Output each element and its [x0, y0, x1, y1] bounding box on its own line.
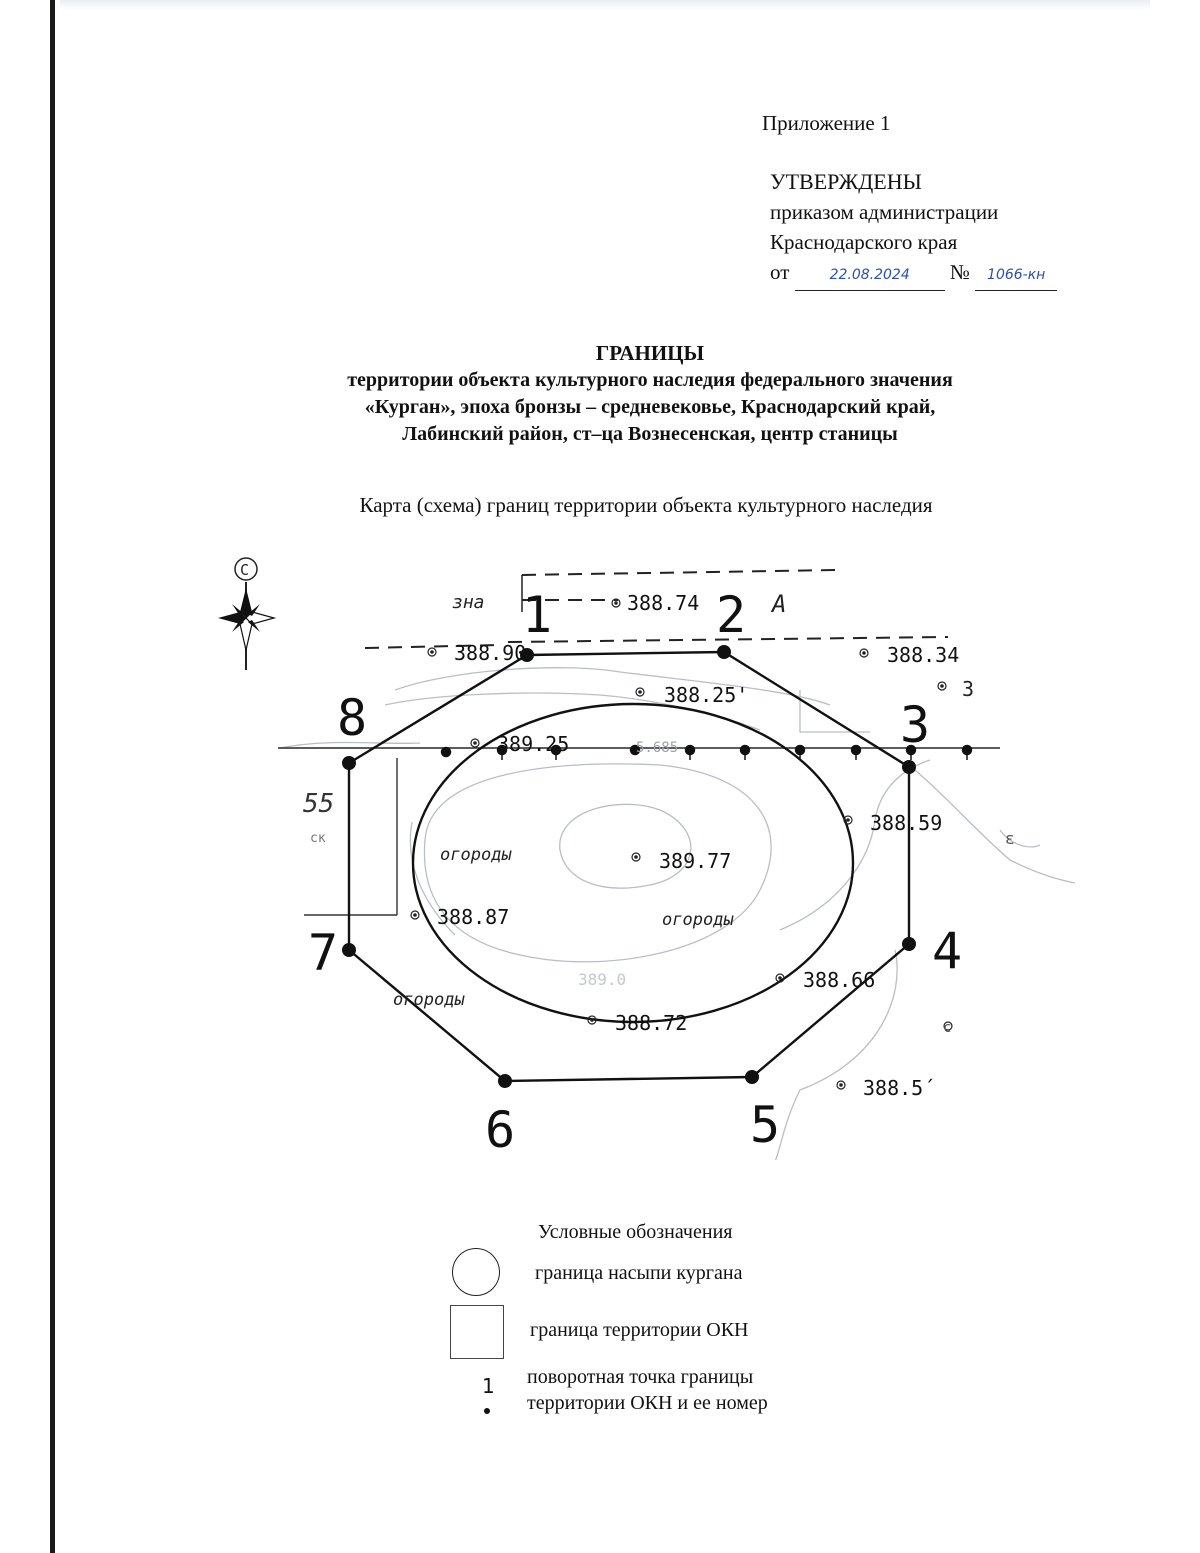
- document-title: [0, 340, 1200, 448]
- point-number-6: 6: [485, 1101, 516, 1159]
- point-number-4: 4: [932, 922, 963, 980]
- date-prefix: от: [770, 260, 790, 284]
- faint-label-3890: 389.0: [578, 970, 627, 989]
- point-number-1: 1: [522, 586, 553, 644]
- turning-point-5: [745, 1070, 759, 1084]
- garden-label-3: огороды: [393, 990, 465, 1010]
- elevation-388-34: 388.34: [887, 643, 960, 667]
- approved-heading: УТВЕРЖДЕНЫ: [770, 169, 922, 194]
- approved-line-1: приказом администрации: [770, 200, 999, 224]
- handwritten-date: 22.08.2024: [795, 260, 945, 291]
- approved-date-line: [770, 257, 1057, 291]
- garden-label-1: огороды: [440, 845, 512, 865]
- legend-point-number: 1: [482, 1374, 495, 1398]
- faint-label-5685: 5.685: [636, 740, 679, 756]
- elevation-388-90: 388.90: [454, 641, 527, 665]
- faint-label-zna: зна: [452, 592, 485, 613]
- point-numbers: [308, 586, 962, 1159]
- handwritten-number: 1066-кн: [975, 260, 1057, 291]
- turning-point-2: [717, 645, 731, 659]
- faint-label-c: с: [943, 1020, 952, 1036]
- turning-point-7: [342, 943, 356, 957]
- map-subtitle: Карта (схема) границ территории объекта культурного наследия: [359, 493, 933, 517]
- number-prefix: №: [949, 260, 970, 284]
- appendix-label: Приложение 1: [762, 111, 891, 135]
- legend-territory-symbol: [450, 1305, 504, 1359]
- faint-label-3: 3: [962, 677, 975, 701]
- elevation-388-66: 388.66: [803, 968, 876, 992]
- title-line-2: «Курган», эпоха бронзы – средневековье, Краснодарский край,: [364, 396, 936, 418]
- legend-point-dot: [484, 1408, 490, 1414]
- boundary-map: [0, 540, 1200, 1160]
- legend-point-line-1: поворотная точка границы: [527, 1366, 754, 1388]
- scan-top-edge: [60, 0, 1150, 10]
- garden-label-2: огороды: [662, 910, 734, 930]
- elevation-388-25: 388.25': [664, 683, 749, 707]
- title-line-1: территории объекта культурного наследия федерального значения: [347, 369, 953, 391]
- turning-point-4: [902, 937, 916, 951]
- point-number-7: 7: [308, 924, 339, 982]
- compass-north-letter: С: [240, 561, 250, 579]
- elevation-388-5: 388.5´: [863, 1076, 936, 1100]
- point-number-8: 8: [337, 689, 368, 747]
- elevation-388-59: 388.59: [870, 811, 943, 835]
- legend-point-label: [527, 1364, 768, 1416]
- elevation-388-87: 388.87: [437, 905, 510, 929]
- legend-point-line-2: территории ОКН и ее номер: [527, 1392, 768, 1414]
- legend-mound-symbol: [452, 1248, 500, 1296]
- point-number-2: 2: [716, 586, 747, 644]
- turning-point-8: [342, 756, 356, 770]
- elevation-389-77: 389.77: [659, 849, 732, 873]
- elevation-389-25: 389.25: [497, 732, 570, 756]
- compass-rose-icon: [218, 558, 274, 670]
- title-line-3: Лабинский район, ст–ца Вознесенская, центр станицы: [402, 423, 898, 445]
- elevation-388-72: 388.72: [615, 1011, 688, 1035]
- faint-label-epsilon: ε: [1005, 829, 1015, 848]
- point-number-5: 5: [750, 1096, 781, 1154]
- legend-title: Условные обозначения: [538, 1221, 733, 1243]
- turning-point-6: [498, 1074, 512, 1088]
- approval-block: [770, 167, 1057, 291]
- legend-territory-label: граница территории ОКН: [530, 1319, 749, 1341]
- elevation-labels: [437, 591, 959, 1100]
- legend-mound-label: граница насыпи кургана: [535, 1262, 743, 1284]
- side-distance-number: 55: [303, 789, 335, 819]
- faint-label-sk: ск: [310, 831, 326, 846]
- turning-point-3: [902, 760, 916, 774]
- title-heading: ГРАНИЦЫ: [595, 341, 705, 365]
- point-number-3: 3: [900, 696, 931, 754]
- faint-label-a: А: [772, 590, 787, 618]
- approved-line-2: Краснодарского края: [770, 230, 958, 254]
- elevation-388-74: 388.74: [627, 591, 700, 615]
